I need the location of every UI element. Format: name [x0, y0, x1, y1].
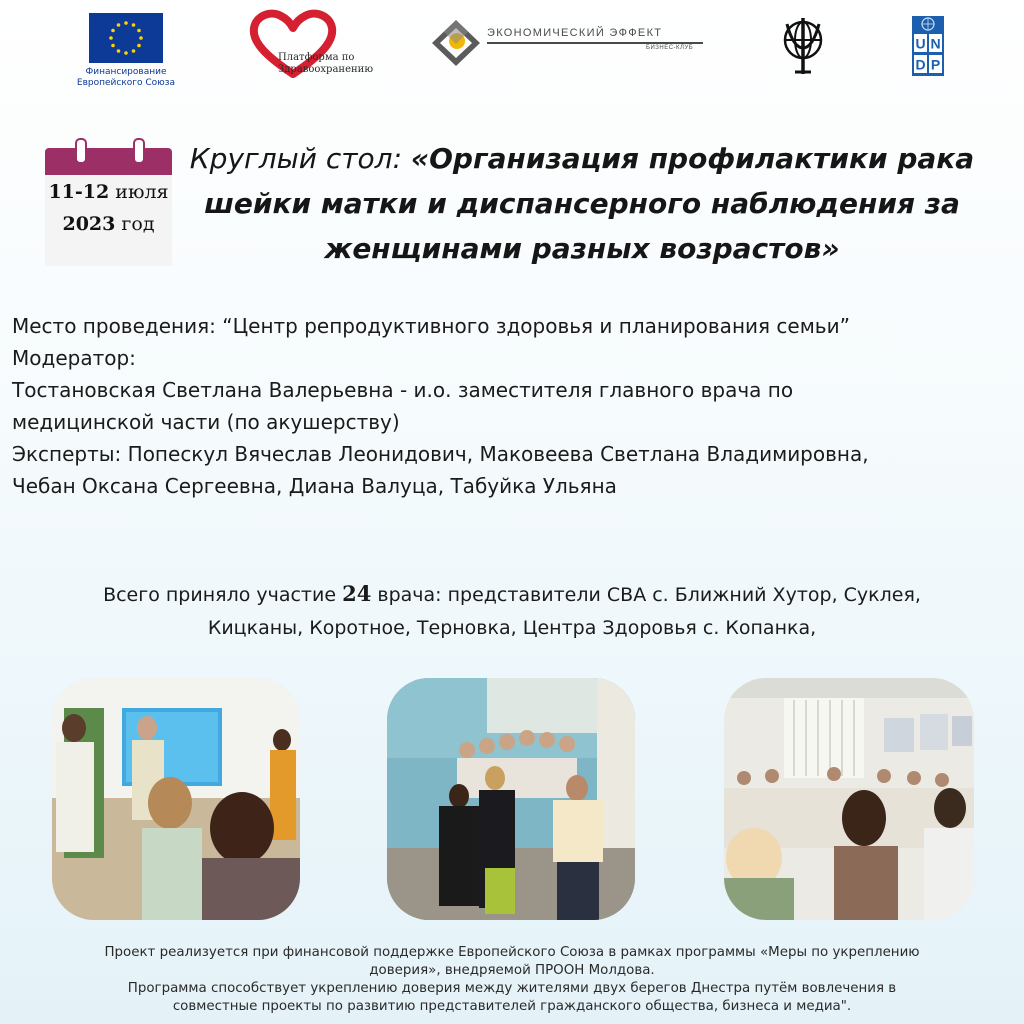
economic-effect-name: ЭКОНОМИЧЕСКИЙ ЭФФЕКТ [487, 27, 663, 39]
experts-label: Эксперты: [12, 442, 122, 466]
event-title-line1: «Организация профилактики рака [410, 142, 975, 175]
event-day-range: 11-12 [48, 181, 110, 203]
photo-group [387, 678, 635, 920]
moderator-line-1: Тостановская Светлана Валерьевна - и.о. заместителя главного врача по [12, 378, 794, 402]
experts-line-2: Чебан Оксана Сергеевна, Диана Валуца, Табуйка Ульяна [12, 474, 617, 498]
event-year-word: год [121, 213, 155, 235]
event-title-line2: шейки матки и диспансерного наблюдения за [204, 187, 960, 220]
calendar-header [45, 148, 172, 175]
calendar-ring-right [133, 138, 145, 164]
event-info [12, 310, 1012, 502]
moderator-label: Модератор: [12, 346, 136, 370]
footer-line-1: Проект реализуется при финансовой поддержке Европейского Союза в рамках программы «Меры по укреплению [104, 945, 920, 960]
calendar-icon [45, 138, 172, 266]
footer-line-3: Программа способствует укреплению доверия между жителями двух берегов Днестра путём вовлечения в [127, 981, 897, 996]
event-year-number: 2023 [62, 213, 116, 235]
health-platform-label: Платформа по Здравоохранению [278, 52, 374, 75]
undp-logo-icon [912, 16, 944, 76]
undp-letter-n: N [930, 35, 941, 52]
venue-label: Место проведения: [12, 314, 216, 338]
psi-globe-logo-icon [781, 14, 825, 78]
photo-presentation [52, 678, 300, 920]
footer-disclaimer [6, 944, 1018, 1016]
event-dates [45, 181, 172, 203]
economic-effect-logo-icon [428, 18, 484, 68]
event-title-prefix: Круглый стол: [189, 142, 402, 175]
eu-funding-caption: Финансирование Европейского Союза [76, 67, 176, 88]
undp-letter-p: P [930, 56, 941, 73]
event-title [182, 136, 982, 271]
eu-flag-icon [89, 13, 163, 63]
participants-line-1: врача: представители СВА с. Ближний Хутор, Суклея, [377, 584, 921, 606]
event-title-line3: женщинами разных возрастов» [324, 232, 840, 265]
photo-round-table [724, 678, 974, 920]
economic-effect-subtitle: БИЗНЕС-КЛУБ [646, 45, 694, 51]
moderator-line-2: медицинской части (по акушерству) [12, 410, 400, 434]
venue-value: “Центр репродуктивного здоровья и планирования семьи” [222, 314, 850, 338]
participants-summary [12, 577, 1012, 645]
footer-line-2: доверия», внедряемой ПРООН Молдова. [369, 963, 655, 978]
experts-line-1: Попескул Вячеслав Леонидович, Маковеева Светлана Владимировна, [127, 442, 869, 466]
participants-intro: Всего приняло участие [103, 584, 337, 606]
undp-letter-u: U [915, 35, 926, 52]
undp-letter-d: D [915, 56, 926, 73]
footer-line-4: совместные проекты по развитию представителей гражданского общества, бизнеса и медиа". [172, 999, 852, 1014]
participants-line-2: Кицканы, Коротное, Терновка, Центра Здоровья с. Копанка, [207, 617, 817, 639]
participants-count: 24 [342, 581, 372, 606]
economic-effect-divider [487, 42, 703, 44]
event-month: июля [115, 181, 169, 203]
calendar-ring-left [75, 138, 87, 164]
event-year [45, 213, 172, 235]
